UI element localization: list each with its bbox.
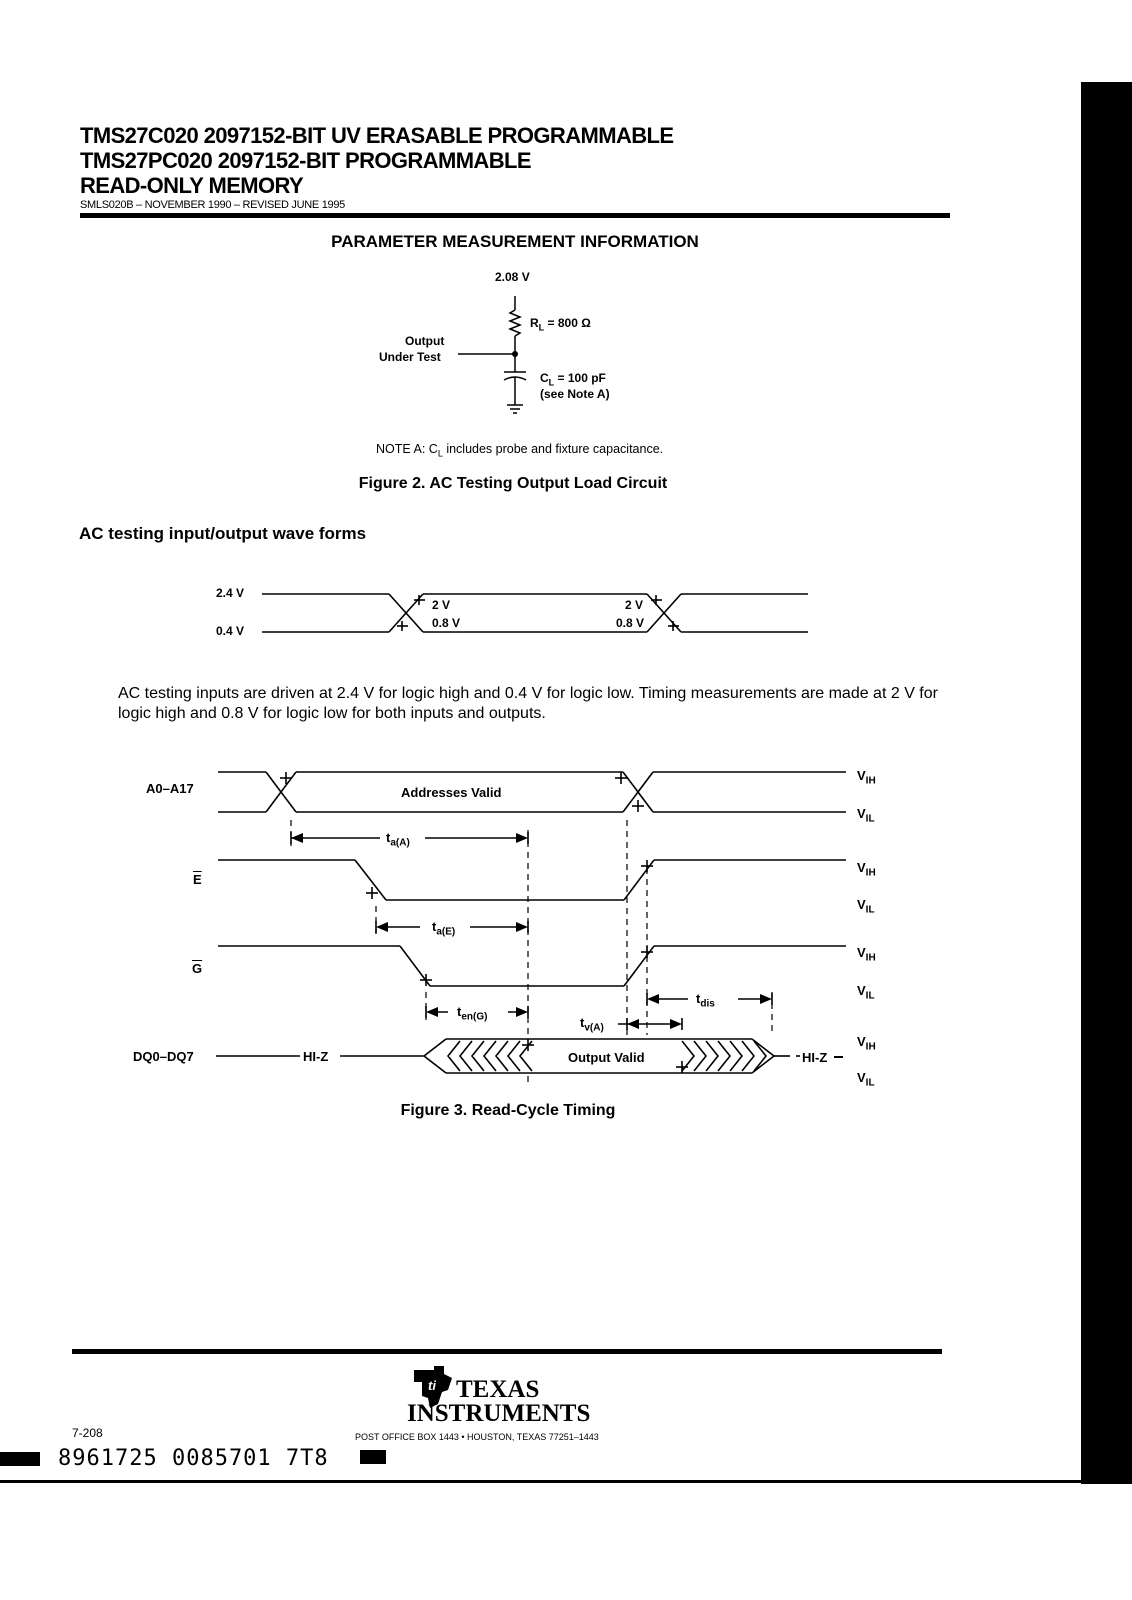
addr-vih-label: $V_{IH}$ <box>857 768 876 787</box>
t-a-a-label: $t_{a(A)}$ <box>386 830 410 849</box>
ti-logo-instruments: INSTRUMENTS <box>407 1400 591 1427</box>
document-reference: SMLS020B – NOVEMBER 1990 – REVISED JUNE 1995 <box>80 199 345 211</box>
t-a-e-label: $t_{a(E)}$ <box>432 919 456 938</box>
waveform-low-level: 0.4 V <box>216 624 245 638</box>
document-title-line-1: TMS27C020 2097152-BIT UV ERASABLE PROGRAMMABLE <box>80 123 674 148</box>
signal-label-g: $\overline{G}$ <box>192 961 203 976</box>
supply-voltage-label: 2.08 V <box>495 270 530 284</box>
waveform-high-level: 2.4 V <box>216 586 245 600</box>
barcode-block-left <box>0 1452 40 1466</box>
signal-label-address: A0–A17 <box>146 781 194 796</box>
under-test-label: Under Test <box>379 350 441 364</box>
dq-vil-label: $V_{IL}$ <box>857 1070 875 1089</box>
hiz-right-label: HI-Z <box>802 1050 828 1065</box>
output-valid-label: Output Valid <box>568 1050 645 1065</box>
footer-rule <box>72 1349 942 1354</box>
page-number: 7-208 <box>72 1426 103 1440</box>
section-title: PARAMETER MEASUREMENT INFORMATION <box>331 232 699 251</box>
output-label: Output <box>405 334 445 348</box>
signal-label-e: $\overline{E}$ <box>193 872 202 887</box>
t-dis-label: $t_{dis}$ <box>696 991 715 1010</box>
barcode-block-right <box>360 1450 386 1464</box>
bottom-scan-rule <box>0 1480 1132 1483</box>
figure-2-caption: Figure 2. AC Testing Output Load Circuit <box>358 475 668 492</box>
ti-logo-texas: TEXAS <box>456 1376 540 1403</box>
load-capacitor-label: $C_L = 100$ pF <box>540 371 606 388</box>
document-title-line-2: TMS27PC020 2097152-BIT PROGRAMMABLE <box>80 148 531 173</box>
barcode-text: 8961725 0085701 7T8 <box>58 1446 329 1471</box>
dq-vih-label: $V_{IH}$ <box>857 1034 876 1053</box>
document-title-line-3: READ-ONLY MEMORY <box>80 173 304 198</box>
t-en-g-label: $t_{en(G)}$ <box>457 1004 488 1023</box>
g-vih-label: $V_{IH}$ <box>857 945 876 964</box>
addr-vil-label: $V_{IL}$ <box>857 806 875 825</box>
hiz-right-dash <box>834 1056 843 1058</box>
load-resistor-label: $R_L = 800$ Ω <box>530 316 591 333</box>
t-v-a-label: $t_{v(A)}$ <box>580 1015 604 1034</box>
svg-text:ti: ti <box>428 1378 436 1393</box>
waveforms-heading: AC testing input/output wave forms <box>79 524 367 543</box>
figure-3-caption: Figure 3. Read-Cycle Timing <box>400 1102 616 1119</box>
waveform-description: AC testing inputs are driven at 2.4 V for logic high and 0.4 V for logic low. Timing measurements are made at 2 V for logic high and 0.8 V for logic low for both inputs and outputs. <box>118 685 938 722</box>
capacitor-note-reference: (see Note A) <box>540 387 610 401</box>
measure-high-right: 2 V <box>625 598 644 612</box>
note-a: NOTE A: $C_L$ includes probe and fixture capacitance. <box>376 442 664 459</box>
e-vih-label: $V_{IH}$ <box>857 860 876 879</box>
signal-label-dq: DQ0–DQ7 <box>133 1049 194 1064</box>
g-vil-label: $V_{IL}$ <box>857 983 875 1002</box>
ti-address: POST OFFICE BOX 1443 • HOUSTON, TEXAS 77251–1443 <box>355 1432 599 1442</box>
addresses-valid-label: Addresses Valid <box>401 785 502 800</box>
measure-low-left: 0.8 V <box>432 616 461 630</box>
measure-high-left: 2 V <box>432 598 451 612</box>
hiz-left-label: HI-Z <box>303 1049 329 1064</box>
e-vil-label: $V_{IL}$ <box>857 897 875 916</box>
measure-low-right: 0.8 V <box>616 616 645 630</box>
